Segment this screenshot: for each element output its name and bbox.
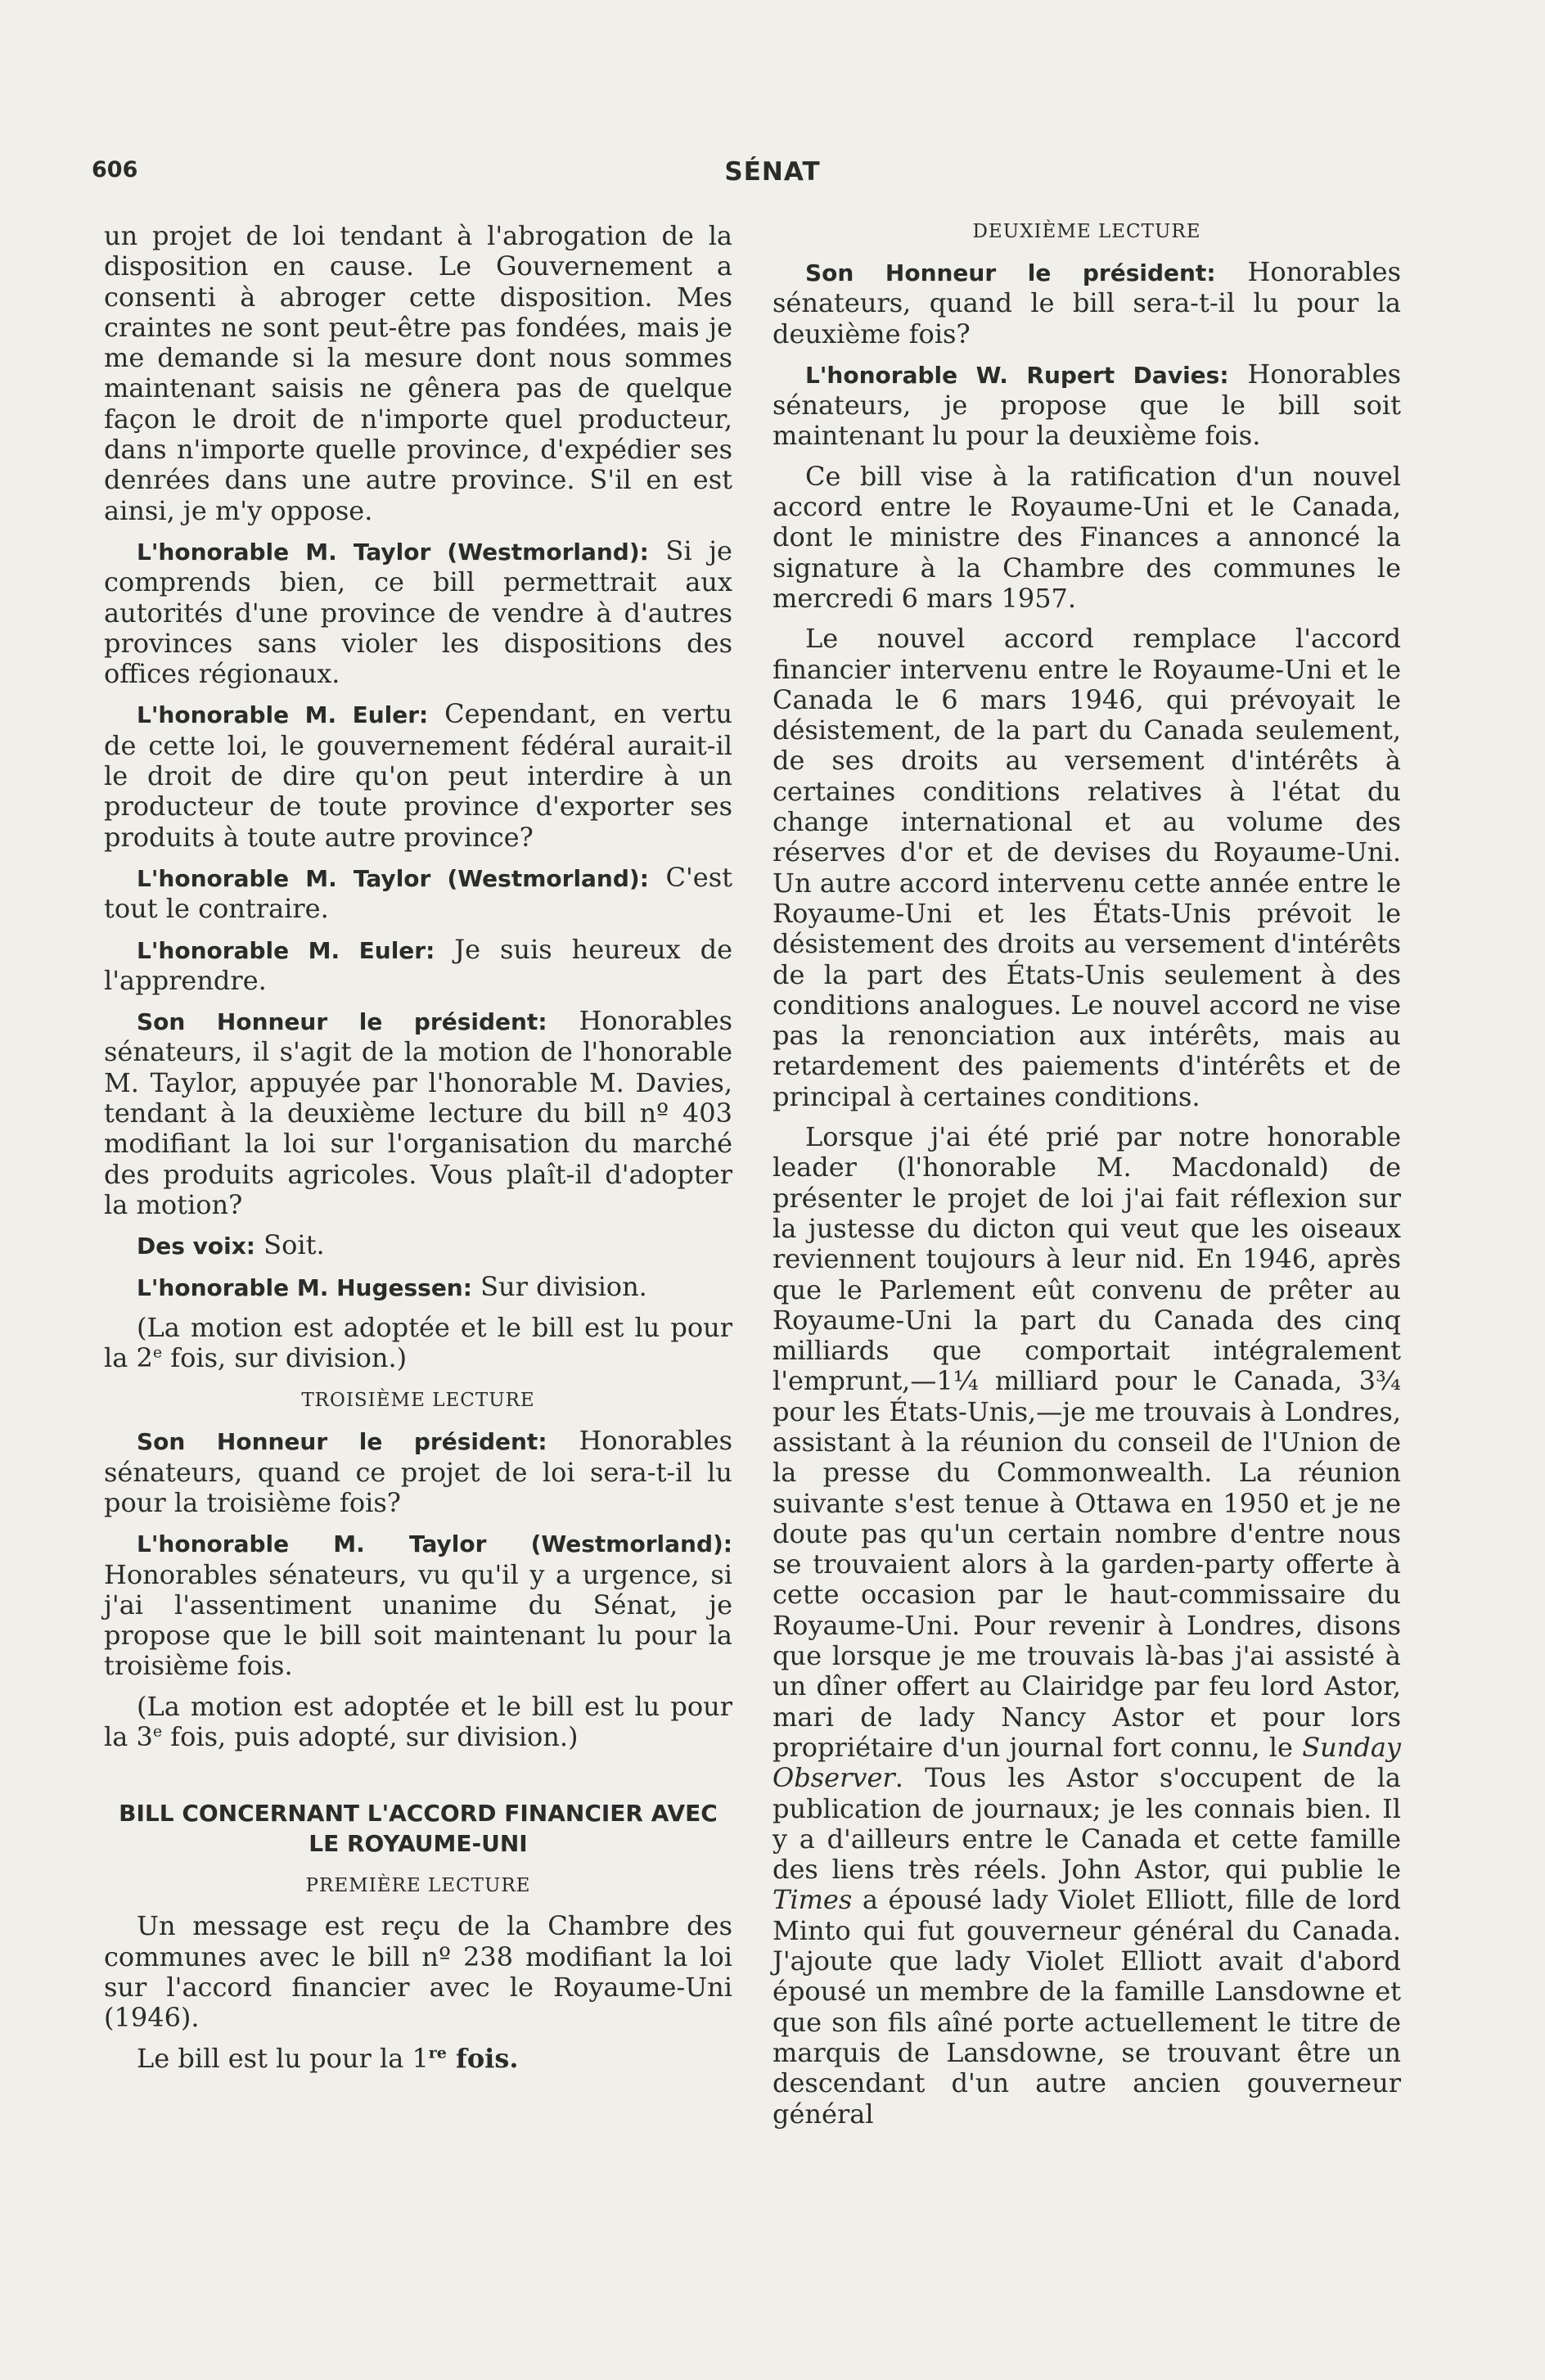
speech [104,935,732,997]
speech [104,1272,732,1303]
ordinal-suffix: e [152,1722,163,1741]
newspaper-title: Sunday Observer [772,1731,1401,1794]
paragraph-text: a épousé lady Violet Elliott, fille de lord Minto qui fut gouverneur général du Canada. J'ajoute que lady Violet Elliott avait d'abord épousé un membre de la famille Lansdowne et que son fils aîné porte actuellement le titre de marquis de Lansdowne, se trouvant être un descendant d'un autre ancien gouverneur général [772,1884,1401,2130]
speech [772,359,1401,452]
speaker: Des voix: [137,1233,255,1260]
speech-text: Honorables sénateurs, quand le bill sera-t-il lu pour la deuxième fois? [772,256,1402,349]
speaker: L'honorable M. Taylor (Westmorland): [137,864,649,892]
speech [104,1230,732,1261]
speech-text: Honorables sénateurs, il s'agit de la motion de l'honorable M. Taylor, appuyée par l'honorable M. Davies, tendant à la deuxième lecture du bill nº 403 modifiant la loi sur l'organisation du marché des produits agricoles. Vous plaît-il d'adopter la motion? [104,1005,733,1220]
speaker: L'honorable M. Hugessen: [137,1273,472,1301]
note-text: (La motion est adoptée et le bill est lu pour la 2 [104,1311,732,1374]
speech-text: Cependant, en vertu de cette loi, le gouvernement fédéral aurait-il le droit de dire qu'on peut interdire à un producteur de toute province d'exporter ses produits à toute autre province? [104,698,732,853]
paragraph: Un message est reçu de la Chambre des communes avec le bill nº 238 modifiant la loi sur l'accord financier avec le Royaume-Uni (1946). [104,1910,732,2034]
note-text: (La motion est adoptée et le bill est lu pour la 3 [104,1690,732,1753]
speaker: L'honorable W. Rupert Davies: [805,361,1229,389]
speech [772,257,1401,349]
ordinal-suffix: e [152,1343,163,1362]
note-text: fois. [446,2042,519,2074]
newspaper-title: Times [772,1884,853,1916]
section-heading-premiere-lecture: PREMIÈRE LECTURE [305,1875,531,1897]
ordinal-suffix: re [428,2043,447,2062]
speech-text: C'est tout le contraire. [104,861,732,925]
speech [104,1426,732,1518]
speech-text: Si je comprends bien, ce bill permettrait aux autorités d'une province de vendre à d'autres provinces sans violer les dispositions des offices régionaux. [104,534,732,690]
speech [104,863,732,925]
paragraph: Le nouvel accord remplace l'accord financier intervenu entre le Royaume-Uni et le Canada le 6 mars 1946, qui prévoyait le désistement, de la part du Canada seulement, de ses droits au versement d'intérêts à certaines conditions relatives à l'état du change international et au volume des réserves d'or et de devises du Royaume-Uni. Un autre accord intervenu cette année entre le Royaume-Uni et les États-Unis prévoit le désistement des droits au versement d'intérêts de la part des États-Unis seulement à des conditions analogues. Le nouvel accord ne vise pas la renonciation aux intérêts, mais au retardement des paiements d'intérêts et de principal à certaines conditions. [772,623,1401,1112]
paragraph: un projet de loi tendant à l'abrogation de la disposition en cause. Le Gouvernement a consenti à abroger cette disposition. Mes craintes ne sont peut-être pas fondées, mais je me demande si la mesure dont nous sommes maintenant saisis ne gênera pas de quelque façon le droit de n'importe quel producteur, dans n'importe quelle province, d'expédier ses denrées dans une autre province. S'il en est ainsi, je m'y oppose. [104,220,732,526]
speech [104,699,732,852]
speech-text: Honorables sénateurs, vu qu'il y a urgence, si j'ai l'assentiment unanime du Sénat, je propose que le bill soit maintenant lu pour la troisième fois. [104,1558,732,1682]
paragraph-text: Lorsque j'ai été prié par notre honorable leader (l'honorable M. Macdonald) de présenter le projet de loi j'ai fait réflexion sur la justesse du dicton qui veut que les oiseaux reviennent toujours à leur nid. En 1946, après que le Parlement eût convenu de prêter au Royaume-Uni la part du Canada des cinq milliards que comportait intégralement l'emprunt,—1¼ milliard pour le Canada, 3¾ pour les États-Unis,—je me trouvais à Londres, assistant à la réunion du conseil de l'Union de la presse du Commonwealth. La réunion suivante s'est tenue à Ottawa en 1950 et je ne doute pas qu'un certain nombre d'entre nous se trouvaient alors à la garden-party offerte à cette occasion par le haut-commissaire du Royaume-Uni. Pour revenir à Londres, disons que lorsque je me trouvais là-bas j'ai assisté à un dîner offert au Clairidge par feu lord Astor, mari de lady Nancy Astor et pour lors propriétaire d'un journal fort connu, le [772,1121,1401,1763]
speech [104,1006,732,1220]
running-title: SÉNAT [724,157,821,187]
speech-text: Honorables sénateurs, quand ce projet de loi sera-t-il lu pour la troisième fois? [104,1425,733,1518]
speech-text: Je suis heureux de l'apprendre. [104,933,732,996]
paragraph-text: . Tous les Astor s'occupent de la publication de journaux; je les connais bien. Il y a d'ailleurs entre le Canada et cette famille des liens très réels. John Astor, qui publie le [772,1762,1401,1886]
speaker: L'honorable M. Taylor (Westmorland): [137,538,649,566]
left-column [104,221,732,2084]
speaker: L'honorable M. Euler: [137,701,429,729]
speaker: Son Honneur le président: [137,1008,547,1036]
procedural-note [104,1313,732,1374]
running-head [0,157,1545,190]
right-column [772,221,1401,2139]
note-text: fois, sur division.) [162,1342,408,1374]
paragraph [772,1122,1401,2130]
speech [104,536,732,689]
page-number: 606 [92,157,138,183]
procedural-note [104,2044,732,2074]
speaker: Son Honneur le président: [137,1428,547,1456]
speaker: L'honorable M. Taylor (Westmorland): [137,1530,732,1558]
bill-title: BILL CONCERNANT L'ACCORD FINANCIER AVEC LE ROYAUME-UNI [119,1800,718,1858]
speech-text: Soit. [255,1229,325,1261]
note-text: Le bill est lu pour la 1 [137,2042,429,2074]
procedural-note [104,1692,732,1753]
speech-text: Sur division. [471,1270,647,1302]
speech [104,1528,732,1681]
speaker: L'honorable M. Euler: [137,936,435,964]
note-text: fois, puis adopté, sur division.) [162,1721,579,1753]
paragraph: Ce bill vise à la ratification d'un nouvel accord entre le Royaume-Uni et le Canada, dont le ministre des Finances a annoncé la signature à la Chambre des communes le mercredi 6 mars 1957. [772,460,1401,614]
section-heading-troisieme-lecture: TROISIÈME LECTURE [301,1390,535,1412]
speaker: Son Honneur le président: [805,259,1216,286]
section-heading-deuxieme-lecture: DEUXIÈME LECTURE [972,221,1201,242]
speech-text: Honorables sénateurs, je propose que le bill soit maintenant lu pour la deuxième fois. [772,358,1401,452]
